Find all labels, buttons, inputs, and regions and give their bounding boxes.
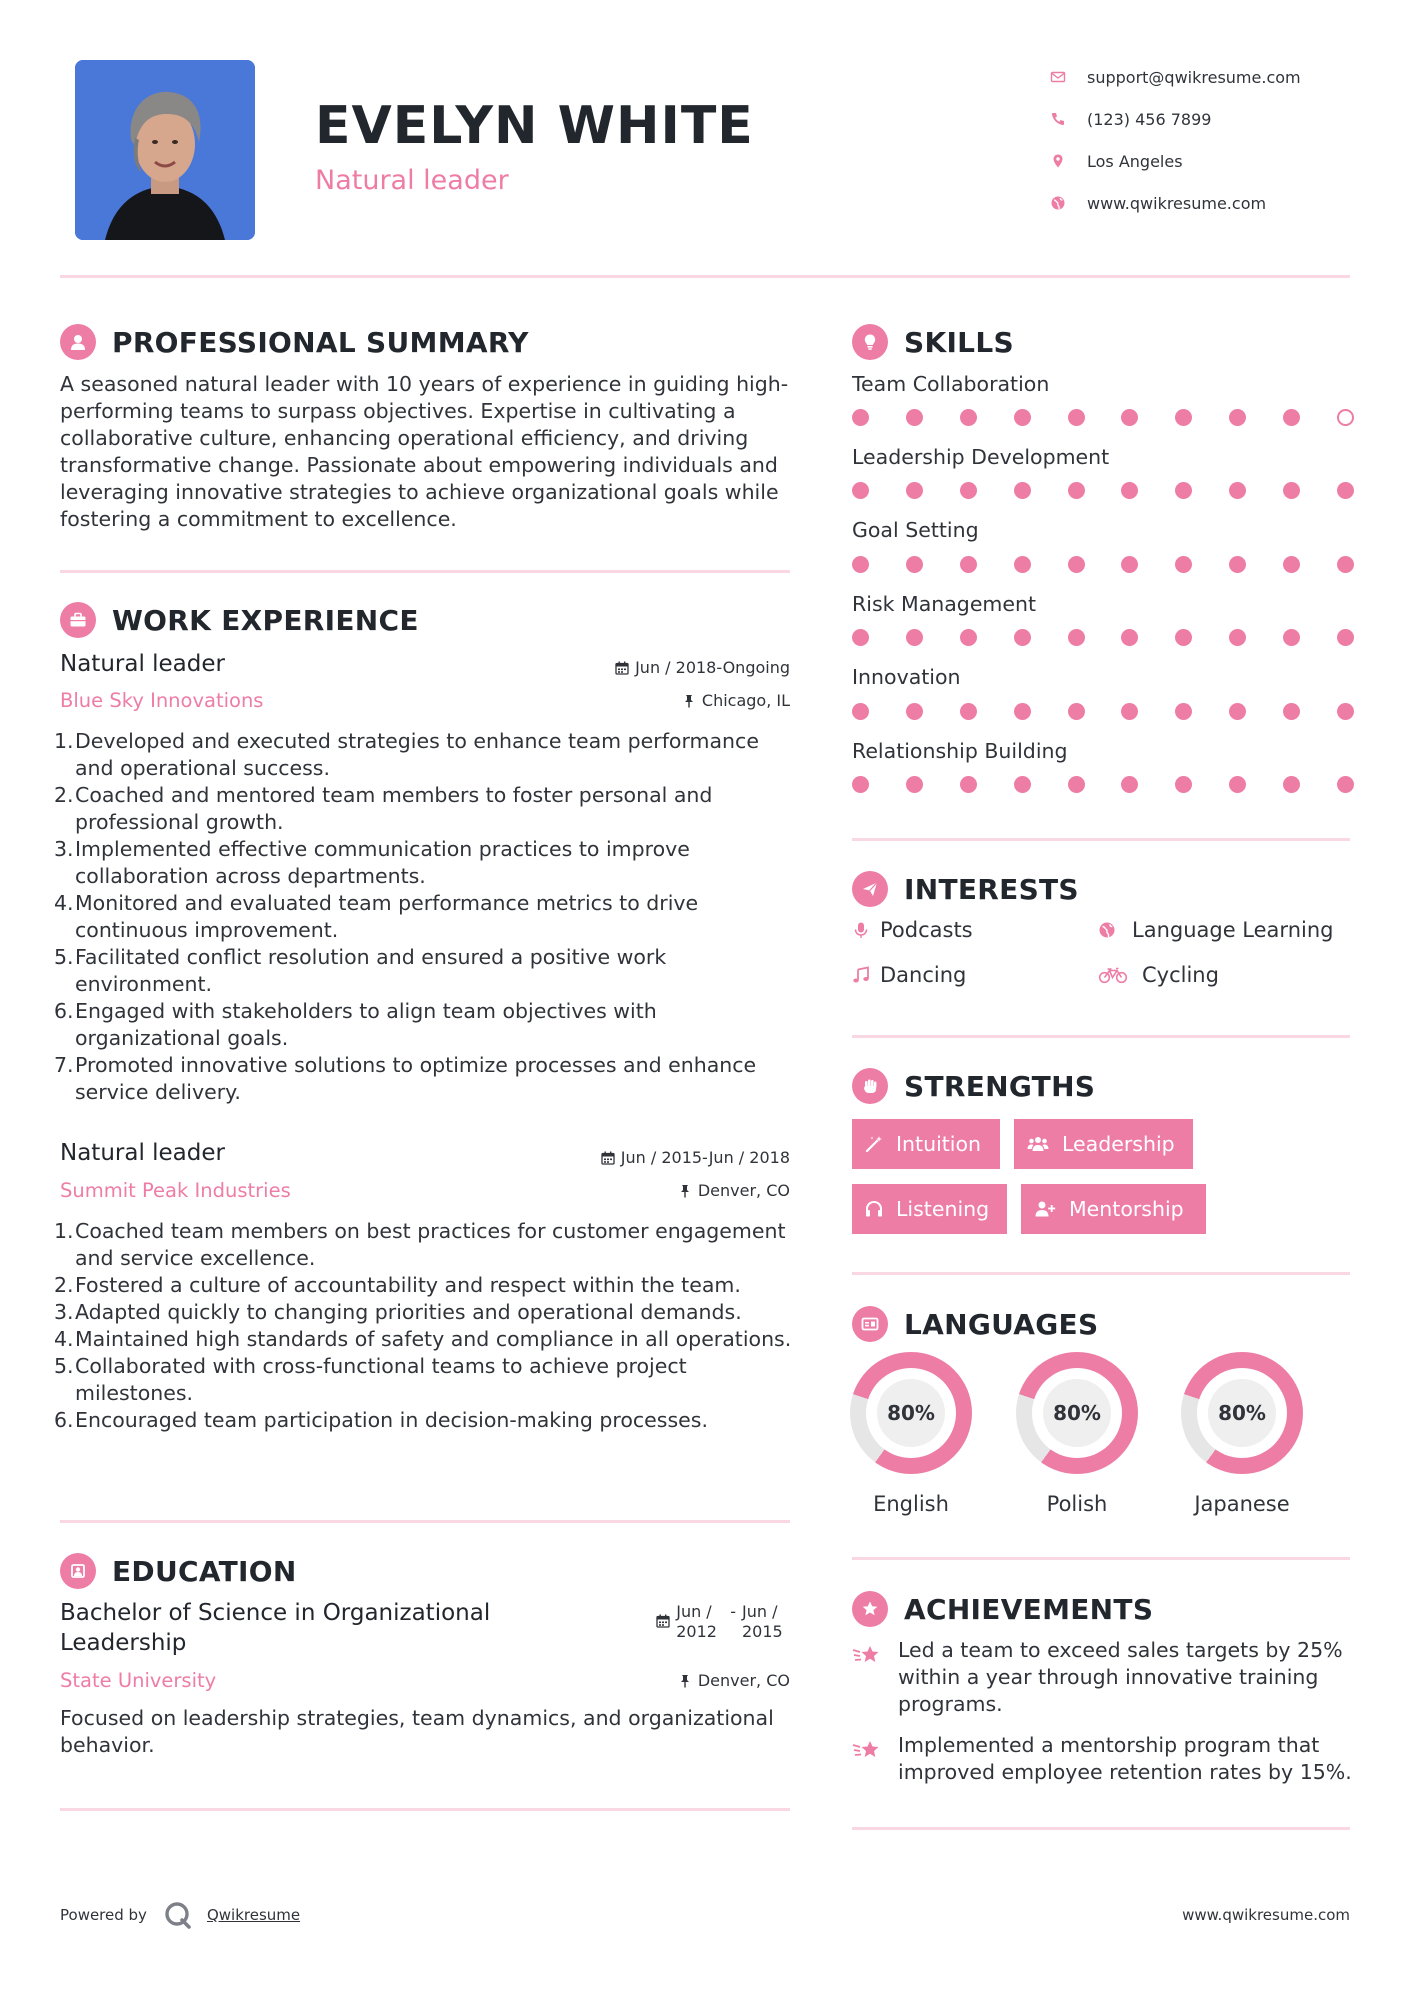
job-1-location	[470, 691, 790, 710]
rating-dot-filled	[1337, 776, 1354, 793]
rating-dot-filled	[906, 482, 923, 499]
rating-dot-filled	[1283, 776, 1300, 793]
language-percent: 80%	[877, 1379, 945, 1447]
skill-3-name: Risk Management	[852, 592, 1037, 616]
calendar-icon	[615, 661, 629, 675]
job-1-location-text: Chicago, IL	[701, 691, 790, 710]
bicycle-icon	[1098, 966, 1142, 984]
rating-dot-filled	[1229, 482, 1246, 499]
job-1-bullets	[54, 728, 794, 1106]
rating-dot-filled	[1014, 409, 1031, 426]
rating-dot-filled	[1337, 556, 1354, 573]
interest-podcasts	[852, 918, 973, 942]
achievement-text: Led a team to exceed sales targets by 25% within a year through innovative training programs.	[898, 1638, 1343, 1716]
shooting-star-icon	[852, 1637, 898, 1718]
job-2-location	[470, 1181, 790, 1200]
experience-divider	[60, 1520, 790, 1523]
contact-phone[interactable]	[1050, 98, 1380, 140]
strength-label: Mentorship	[1069, 1197, 1184, 1221]
skill-0-rating	[852, 409, 1354, 426]
skills-heading	[852, 324, 1014, 360]
profile-photo	[75, 60, 255, 240]
language-polish	[1015, 1352, 1139, 1516]
header-divider	[60, 275, 1350, 278]
education-title: EDUCATION	[112, 1554, 297, 1588]
magic-wand-icon	[864, 1134, 884, 1154]
rating-dot-filled	[906, 703, 923, 720]
rating-dot-filled	[1283, 703, 1300, 720]
strength-mentorship	[1021, 1184, 1206, 1234]
user-plus-icon	[1033, 1199, 1057, 1219]
contact-email[interactable]	[1050, 56, 1380, 98]
education-school: State University	[60, 1669, 217, 1692]
list-item: 5. Facilitated conflict resolution and ensured a positive work environment.	[54, 945, 667, 996]
experience-title: WORK EXPERIENCE	[112, 603, 419, 637]
job-1-company: Blue Sky Innovations	[60, 689, 264, 712]
date-separator: -	[730, 1602, 736, 1621]
users-icon	[1026, 1134, 1050, 1154]
briefcase-icon	[60, 602, 96, 638]
rating-dot-filled	[852, 482, 869, 499]
skills-divider	[852, 838, 1350, 841]
skill-5-name: Relationship Building	[852, 739, 1068, 763]
rating-dot-filled	[1068, 409, 1085, 426]
rating-dot-filled	[1121, 703, 1138, 720]
rating-dot-filled	[852, 776, 869, 793]
language-english	[849, 1352, 973, 1516]
strength-label: Listening	[896, 1197, 990, 1221]
rating-dot-filled	[906, 409, 923, 426]
job-1-dates	[470, 658, 790, 677]
rating-dot-filled	[1121, 409, 1138, 426]
interest-dancing	[852, 963, 966, 987]
skill-3-rating	[852, 629, 1354, 646]
interest-cycling	[1098, 963, 1219, 987]
rating-dot-filled	[960, 482, 977, 499]
strength-label: Leadership	[1062, 1132, 1175, 1156]
education-start: Jun / 2012	[676, 1602, 717, 1641]
candidate-name: EVELYN WHITE	[315, 96, 754, 156]
rating-dot-filled	[1337, 629, 1354, 646]
achievement-item	[852, 1637, 1352, 1718]
contact-email-text: support@qwikresume.com	[1087, 67, 1301, 87]
shooting-star-icon	[852, 1732, 898, 1786]
experience-heading	[60, 602, 419, 638]
id-card-icon	[852, 1306, 888, 1342]
job-1-title: Natural leader	[60, 651, 225, 677]
rating-dot-filled	[960, 703, 977, 720]
rating-dot-filled	[1068, 556, 1085, 573]
list-item: 4. Maintained high standards of safety and compliance in all operations.	[54, 1327, 792, 1351]
skill-4-rating	[852, 703, 1354, 720]
rating-dot-filled	[1175, 409, 1192, 426]
footer-powered-by	[60, 1900, 300, 1930]
skill-1-name: Leadership Development	[852, 445, 1110, 469]
interest-label: Dancing	[880, 963, 967, 987]
rating-dot-filled	[906, 629, 923, 646]
contact-phone-text: (123) 456 7899	[1087, 109, 1212, 129]
language-ring	[1181, 1352, 1303, 1474]
rating-dot-filled	[906, 556, 923, 573]
language-percent: 80%	[1043, 1379, 1111, 1447]
rating-dot-filled	[960, 556, 977, 573]
qwikresume-logo	[163, 1900, 193, 1930]
paper-plane-icon	[852, 871, 888, 907]
rating-dot-filled	[1337, 703, 1354, 720]
job-2-company: Summit Peak Industries	[60, 1179, 291, 1202]
rating-dot-filled	[1014, 629, 1031, 646]
achievement-item	[852, 1732, 1352, 1786]
phone-icon	[1050, 111, 1087, 127]
strengths-heading	[852, 1068, 1095, 1104]
rating-dot-filled	[1068, 482, 1085, 499]
summary-text: A seasoned natural leader with 10 years of experience in guiding high-performing teams to surpass objectives. Expertise in cultivating a collaborative culture, enhancing operational efficiency, and driving transformative change. Passionate about empowering individuals and leveraging innovative strategies to achieve organizational goals while fostering a commitment to excellence.	[60, 372, 789, 531]
language-percent: 80%	[1208, 1379, 1276, 1447]
globe-icon	[1098, 921, 1132, 939]
rating-dot-filled	[1283, 409, 1300, 426]
globe-icon	[1050, 195, 1087, 211]
rating-dot-filled	[960, 409, 977, 426]
job-2-location-text: Denver, CO	[697, 1181, 790, 1200]
interest-label: Language Learning	[1132, 918, 1334, 942]
summary-divider	[60, 570, 790, 573]
list-item: 2. Fostered a culture of accountability and respect within the team.	[54, 1273, 741, 1297]
powered-by-label: Powered by	[60, 1906, 147, 1924]
qwikresume-link[interactable]: Qwikresume	[206, 1906, 301, 1924]
rating-dot-filled	[1175, 482, 1192, 499]
interests-title: INTERESTS	[904, 872, 1079, 906]
rating-dot-filled	[1283, 629, 1300, 646]
skill-4-name: Innovation	[852, 665, 961, 689]
rating-dot-filled	[1175, 776, 1192, 793]
list-item: 4. Monitored and evaluated team performance metrics to drive continuous improvement.	[54, 891, 699, 942]
skills-title: SKILLS	[904, 325, 1014, 359]
rating-dot-filled	[1229, 556, 1246, 573]
user-icon	[60, 324, 96, 360]
rating-dot-filled	[1014, 776, 1031, 793]
strength-leadership	[1014, 1119, 1193, 1169]
rating-dot-filled	[1229, 629, 1246, 646]
languages-title: LANGUAGES	[904, 1307, 1099, 1341]
education-end: Jun / 2015	[742, 1602, 783, 1641]
rating-dot-filled	[1175, 703, 1192, 720]
achievements-title: ACHIEVEMENTS	[904, 1592, 1154, 1626]
music-icon	[852, 966, 880, 984]
interest-label: Cycling	[1142, 963, 1219, 987]
microphone-icon	[852, 921, 880, 939]
strength-listening	[852, 1184, 1007, 1234]
list-item: 3. Implemented effective communication practices to improve collaboration across departments.	[54, 837, 690, 888]
skill-2-rating	[852, 556, 1354, 573]
list-item: 5. Collaborated with cross-functional teams to achieve project milestones.	[54, 1354, 687, 1405]
rating-dot-filled	[1121, 776, 1138, 793]
rating-dot-filled	[1014, 703, 1031, 720]
language-ring	[850, 1352, 972, 1474]
rating-dot-filled	[1229, 409, 1246, 426]
skill-0-name: Team Collaboration	[852, 372, 1050, 396]
rating-dot-filled	[1283, 482, 1300, 499]
graduation-icon	[60, 1553, 96, 1589]
contact-list	[1050, 56, 1380, 224]
job-2-bullets	[54, 1218, 794, 1434]
list-item: 6. Engaged with stakeholders to align team objectives with organizational goals.	[54, 999, 657, 1050]
rating-dot-filled	[1014, 556, 1031, 573]
languages-divider	[852, 1557, 1350, 1560]
job-2-dates	[470, 1148, 790, 1167]
rating-dot-filled	[1121, 629, 1138, 646]
rating-dot-filled	[852, 629, 869, 646]
fist-icon	[852, 1068, 888, 1104]
list-item: 2. Coached and mentored team members to foster personal and professional growth.	[54, 783, 713, 834]
star-badge-icon	[852, 1591, 888, 1627]
skill-5-rating	[852, 776, 1354, 793]
rating-dot-filled	[852, 703, 869, 720]
strength-label: Intuition	[896, 1132, 982, 1156]
language-ring	[1016, 1352, 1138, 1474]
rating-dot-filled	[852, 556, 869, 573]
language-japanese	[1180, 1352, 1304, 1516]
achievements-heading	[852, 1591, 1153, 1627]
rating-dot-filled	[1337, 482, 1354, 499]
education-description: Focused on leadership strategies, team dynamics, and organizational behavior.	[60, 1706, 774, 1757]
job-2-dates-text: Jun / 2015-Jun / 2018	[620, 1148, 790, 1167]
contact-location-text: Los Angeles	[1087, 151, 1183, 171]
summary-title: PROFESSIONAL SUMMARY	[112, 325, 529, 359]
skill-1-rating	[852, 482, 1354, 499]
rating-dot-filled	[1229, 703, 1246, 720]
education-heading	[60, 1553, 297, 1589]
languages-heading	[852, 1306, 1098, 1342]
rating-dot-filled	[1068, 776, 1085, 793]
strengths-title: STRENGTHS	[904, 1069, 1096, 1103]
achievement-text: Implemented a mentorship program that improved employee retention rates by 15%.	[898, 1733, 1352, 1784]
strengths-divider	[852, 1272, 1350, 1275]
summary-heading	[60, 324, 529, 360]
pushpin-icon	[678, 1184, 692, 1198]
list-item: 3. Adapted quickly to changing priorities and operational demands.	[54, 1300, 742, 1324]
rating-dot-filled	[1014, 482, 1031, 499]
education-dates	[600, 1602, 790, 1642]
map-pin-icon	[1050, 153, 1087, 169]
rating-dot-filled	[906, 776, 923, 793]
interest-language-learning	[1098, 918, 1333, 942]
language-name: Japanese	[1194, 1492, 1290, 1516]
rating-dot-filled	[960, 776, 977, 793]
job-1-dates-text: Jun / 2018-Ongoing	[635, 658, 790, 677]
rating-dot-filled	[1175, 629, 1192, 646]
rating-dot-filled	[960, 629, 977, 646]
rating-dot-filled	[1068, 703, 1085, 720]
rating-dot-empty	[1337, 409, 1354, 426]
education-divider	[60, 1808, 790, 1811]
list-item: 6. Encouraged team participation in decision-making processes.	[54, 1408, 708, 1432]
education-degree: Bachelor of Science in Organizational Leadership	[60, 1600, 491, 1656]
rating-dot-filled	[1068, 629, 1085, 646]
rating-dot-filled	[1121, 556, 1138, 573]
contact-website-text: www.qwikresume.com	[1087, 193, 1267, 213]
lightbulb-icon	[852, 324, 888, 360]
list-item: 1. Developed and executed strategies to enhance team performance and operational success.	[54, 729, 759, 780]
job-2-title: Natural leader	[60, 1140, 225, 1166]
contact-location	[1050, 140, 1380, 182]
mail-icon	[1050, 69, 1087, 85]
list-item: 1. Coached team members on best practices for customer engagement and service excellence.	[54, 1219, 786, 1270]
language-name: English	[873, 1492, 949, 1516]
interests-divider	[852, 1035, 1350, 1038]
rating-dot-filled	[852, 409, 869, 426]
calendar-icon	[656, 1614, 670, 1628]
interest-label: Podcasts	[880, 918, 973, 942]
headphones-icon	[864, 1199, 884, 1219]
language-name: Polish	[1046, 1492, 1108, 1516]
rating-dot-filled	[1175, 556, 1192, 573]
calendar-icon	[601, 1151, 615, 1165]
rating-dot-filled	[1229, 776, 1246, 793]
candidate-tagline: Natural leader	[315, 165, 509, 196]
interests-heading	[852, 871, 1079, 907]
achievements-divider	[852, 1827, 1350, 1830]
skill-2-name: Goal Setting	[852, 518, 979, 542]
list-item: 7. Promoted innovative solutions to optimize processes and enhance service delivery.	[54, 1053, 757, 1104]
contact-website[interactable]	[1050, 182, 1380, 224]
rating-dot-filled	[1283, 556, 1300, 573]
education-location-text: Denver, CO	[697, 1671, 790, 1690]
pushpin-icon	[682, 694, 696, 708]
strength-intuition	[852, 1119, 1000, 1169]
rating-dot-filled	[1121, 482, 1138, 499]
pushpin-icon	[678, 1674, 692, 1688]
footer-url[interactable]: www.qwikresume.com	[1182, 1906, 1350, 1924]
education-location	[470, 1671, 790, 1690]
